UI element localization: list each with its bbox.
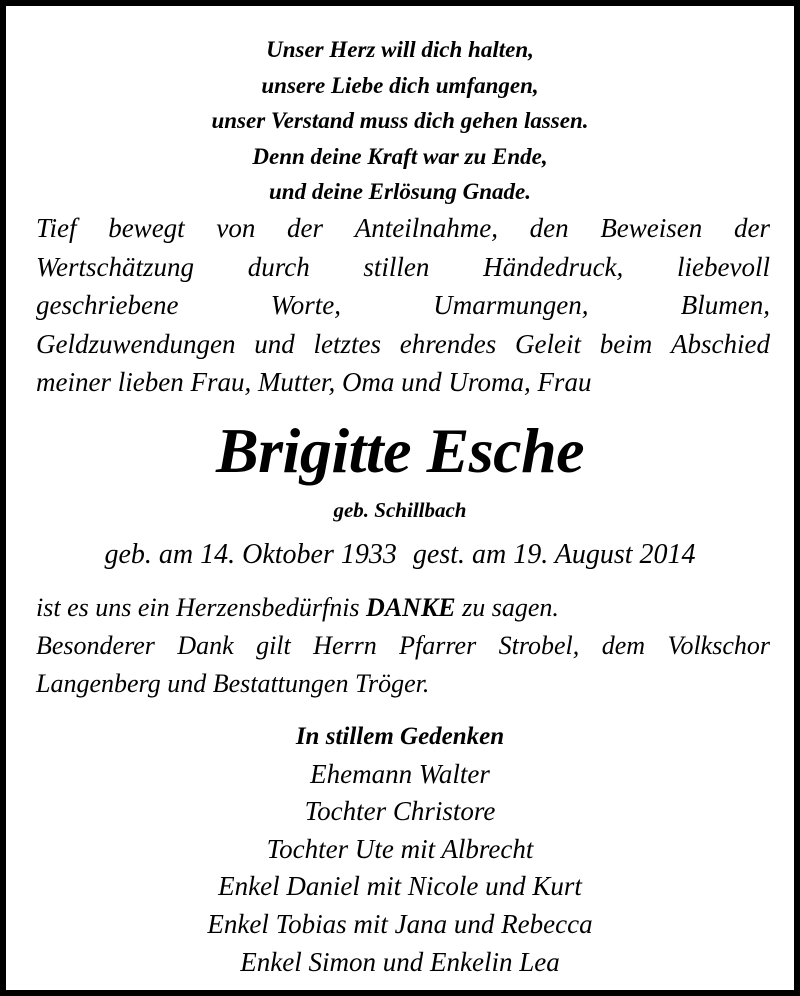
poem-line: und deine Erlösung Gnade. bbox=[268, 179, 531, 204]
thanks-line: meiner lieben Frau, Mutter, Oma und Uroma, Frau bbox=[36, 367, 592, 397]
word: Dank bbox=[177, 631, 234, 660]
death-date: gest. am 19. August 2014 bbox=[412, 539, 696, 570]
word: Blumen, bbox=[680, 290, 770, 320]
poem-line: Denn deine Kraft war zu Ende, bbox=[252, 143, 548, 169]
word: Tief bbox=[36, 213, 77, 243]
word: Geldzuwendungen bbox=[36, 328, 236, 359]
word: Händedruck, bbox=[483, 251, 624, 282]
word: bewegt bbox=[108, 213, 185, 243]
mourner: Ehemann Walter bbox=[310, 758, 490, 789]
closing-paragraph bbox=[36, 589, 770, 703]
maiden-name: geb. Schillbach bbox=[333, 498, 467, 522]
word: der bbox=[733, 213, 770, 243]
mourner: Tochter Christore bbox=[304, 796, 496, 827]
poem bbox=[6, 32, 794, 210]
memorial-list bbox=[6, 718, 794, 981]
poem-line: Unser Herz will dich halten, bbox=[266, 37, 534, 62]
poem-line: unser Verstand muss dich gehen lassen. bbox=[211, 108, 589, 133]
word: Strobel, bbox=[498, 631, 580, 660]
word: Abschied bbox=[671, 328, 770, 359]
word: gilt bbox=[256, 631, 291, 660]
word: von bbox=[216, 213, 256, 243]
word: stillen bbox=[363, 251, 430, 282]
memorial-heading: In stillem Gedenken bbox=[295, 723, 505, 750]
word: letztes bbox=[313, 328, 381, 359]
mourner: Tochter Ute mit Albrecht bbox=[266, 833, 534, 864]
birth-date: geb. am 14. Oktober 1933 bbox=[104, 539, 397, 570]
mourner: Enkel Tobias mit Jana und Rebecca bbox=[207, 908, 593, 939]
closing-line bbox=[36, 589, 770, 627]
word: liebevoll bbox=[676, 251, 770, 282]
word: Herrn bbox=[313, 631, 377, 660]
word: Geleit bbox=[515, 328, 581, 359]
word: beim bbox=[599, 328, 653, 359]
mourner: Enkel Simon und Enkelin Lea bbox=[240, 946, 560, 977]
word: Besonderer bbox=[36, 631, 155, 660]
deceased-name: Brigitte Esche bbox=[215, 415, 585, 486]
closing-line bbox=[36, 627, 770, 665]
closing-line: Langenberg und Bestattungen Tröger. bbox=[36, 669, 430, 698]
mourner: Enkel Daniel mit Nicole und Kurt bbox=[218, 871, 582, 902]
danke-word: DANKE bbox=[366, 593, 456, 622]
word: Worte, bbox=[270, 290, 341, 320]
word: der bbox=[287, 213, 324, 243]
thanks-line bbox=[36, 325, 770, 364]
poem-line: unsere Liebe dich umfangen, bbox=[261, 72, 539, 98]
thanks-line bbox=[36, 209, 770, 248]
closing-text: zu sagen. bbox=[455, 593, 559, 622]
word: geschriebene bbox=[36, 290, 179, 320]
word: ehrendes bbox=[399, 328, 497, 359]
closing-text: ist es uns ein Herzensbedürfnis bbox=[36, 593, 367, 622]
thanks-line bbox=[36, 286, 770, 325]
life-dates bbox=[6, 536, 794, 574]
word: Beweisen bbox=[600, 213, 703, 243]
word: Anteilnahme, bbox=[354, 213, 498, 243]
word: Volkschor bbox=[667, 631, 770, 660]
thanks-line bbox=[36, 248, 770, 287]
thanks-paragraph bbox=[36, 209, 770, 402]
word: und bbox=[254, 328, 295, 359]
word: Wertschätzung bbox=[36, 251, 195, 282]
word: durch bbox=[247, 251, 310, 282]
word: Pfarrer bbox=[399, 631, 477, 660]
word: dem bbox=[601, 631, 646, 660]
word: Umarmungen, bbox=[433, 290, 589, 320]
word: den bbox=[529, 213, 569, 243]
